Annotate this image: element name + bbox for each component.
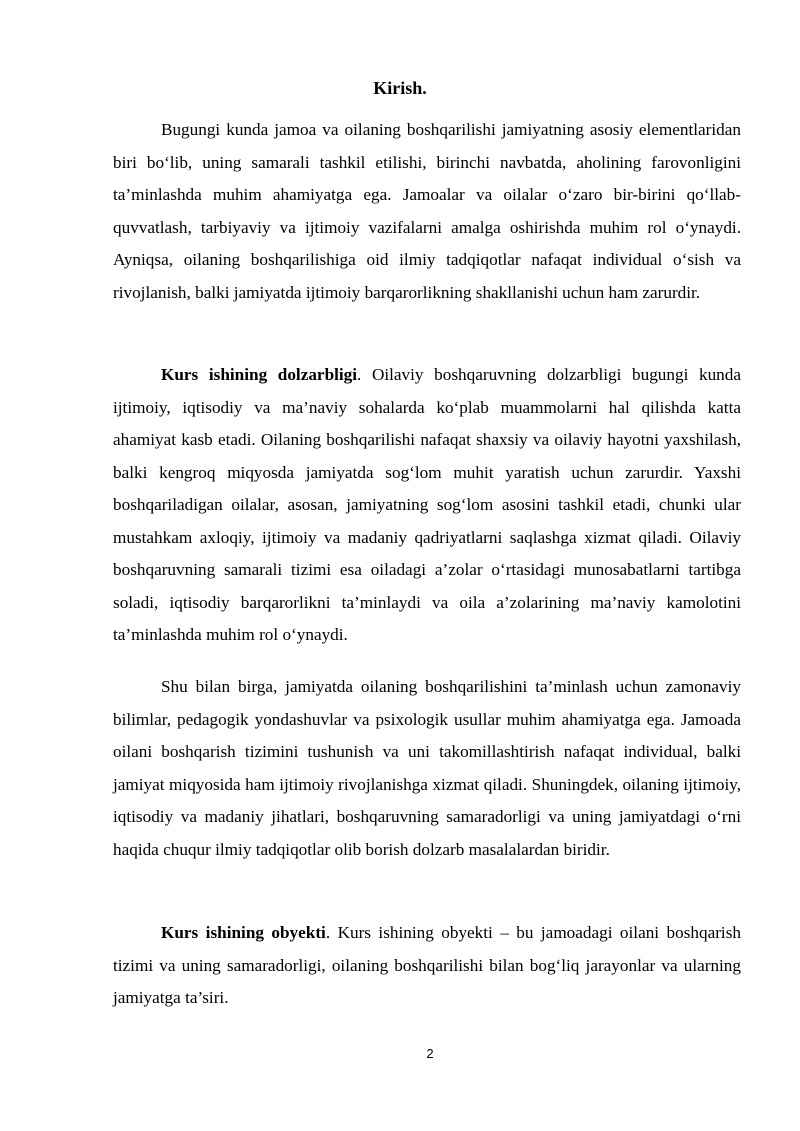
paragraph-lead: Kurs ishining obyekti [161, 923, 326, 942]
intro-paragraph [113, 114, 741, 309]
context-paragraph [113, 671, 741, 866]
page-number: 2 [426, 1046, 434, 1061]
paragraph-text: Bugungi kunda jamoa va oilaning boshqarilishi jamiyatning asosiy elementlaridan biri bo‘lib, uning samarali tashkil etilishi, birinchi navbatda, aholining farovonligini ta’minlashda muhim ahamiyatga ega. Jamoalar va oilalar o‘zaro bir-birini qo‘llab-quvvatlash, tarbiyaviy va ijtimoiy vazifalarni amalga oshirishda muhim rol o‘ynaydi. Ayniqsa, oilaning boshqarilishiga oid ilmiy tadqiqotlar nafaqat individual o‘sish va rivojlanish, balki jamiyatda ijtimoiy barqarorlikning shakllanishi uchun ham zarurdir. [113, 120, 741, 302]
object-paragraph [113, 917, 741, 1015]
page-title: Kirish. [373, 78, 427, 98]
relevance-paragraph [113, 359, 741, 652]
paragraph-lead: Kurs ishining dolzarbligi [161, 365, 358, 384]
paragraph-text: Shu bilan birga, jamiyatda oilaning boshqarilishini ta’minlash uchun zamonaviy bilimlar, pedagogik yondashuvlar va psixologik usullar muhim ahamiyatga ega. Jamoada oilani boshqarish tizimini tushunish va uni takomillashtirish nafaqat individual, balki jamiyat miqyosida ham ijtimoiy rivojlanishga xizmat qiladi. Shuningdek, oilaning ijtimoiy, iqtisodiy va madaniy jihatlari, boshqaruvning samaradorligi va uning jamiyatdagi o‘rni haqida chuqur ilmiy tadqiqotlar olib borish dolzarb masalalardan biridir. [113, 677, 741, 859]
paragraph-text: . Kurs ishining obyekti – bu jamoadagi oilani boshqarish tizimi va uning samaradorligi, oilaning boshqarilishi bilan bog‘liq jarayonlar va ularning jamiyatga ta’siri. [113, 923, 741, 1007]
paragraph-text: . Oilaviy boshqaruvning dolzarbligi bugungi kunda ijtimoiy, iqtisodiy va ma’naviy sohalarda ko‘plab muammolarni hal qilishda katta ahamiyat kasb etadi. Oilaning boshqarilishi nafaqat shaxsiy va oilaviy hayotni yaxshilash, balki kengroq miqyosda jamiyatda sog‘lom muhit yaratish uchun zarurdir. Yaxshi boshqariladigan oilalar, asosan, jamiyatning sog‘lom asosini tashkil etadi, chunki ular mustahkam axloqiy, ijtimoiy va madaniy qadriyatlarni saqlashga xizmat qiladi. Oilaviy boshqaruvning samarali tizimi esa oiladagi a’zolar o‘rtasidagi munosabatlarni tartibga soladi, iqtisodiy barqarorlikni ta’minlaydi va oila a’zolarining ma’naviy kamolotini ta’minlashda muhim rol o‘ynaydi. [113, 365, 741, 644]
